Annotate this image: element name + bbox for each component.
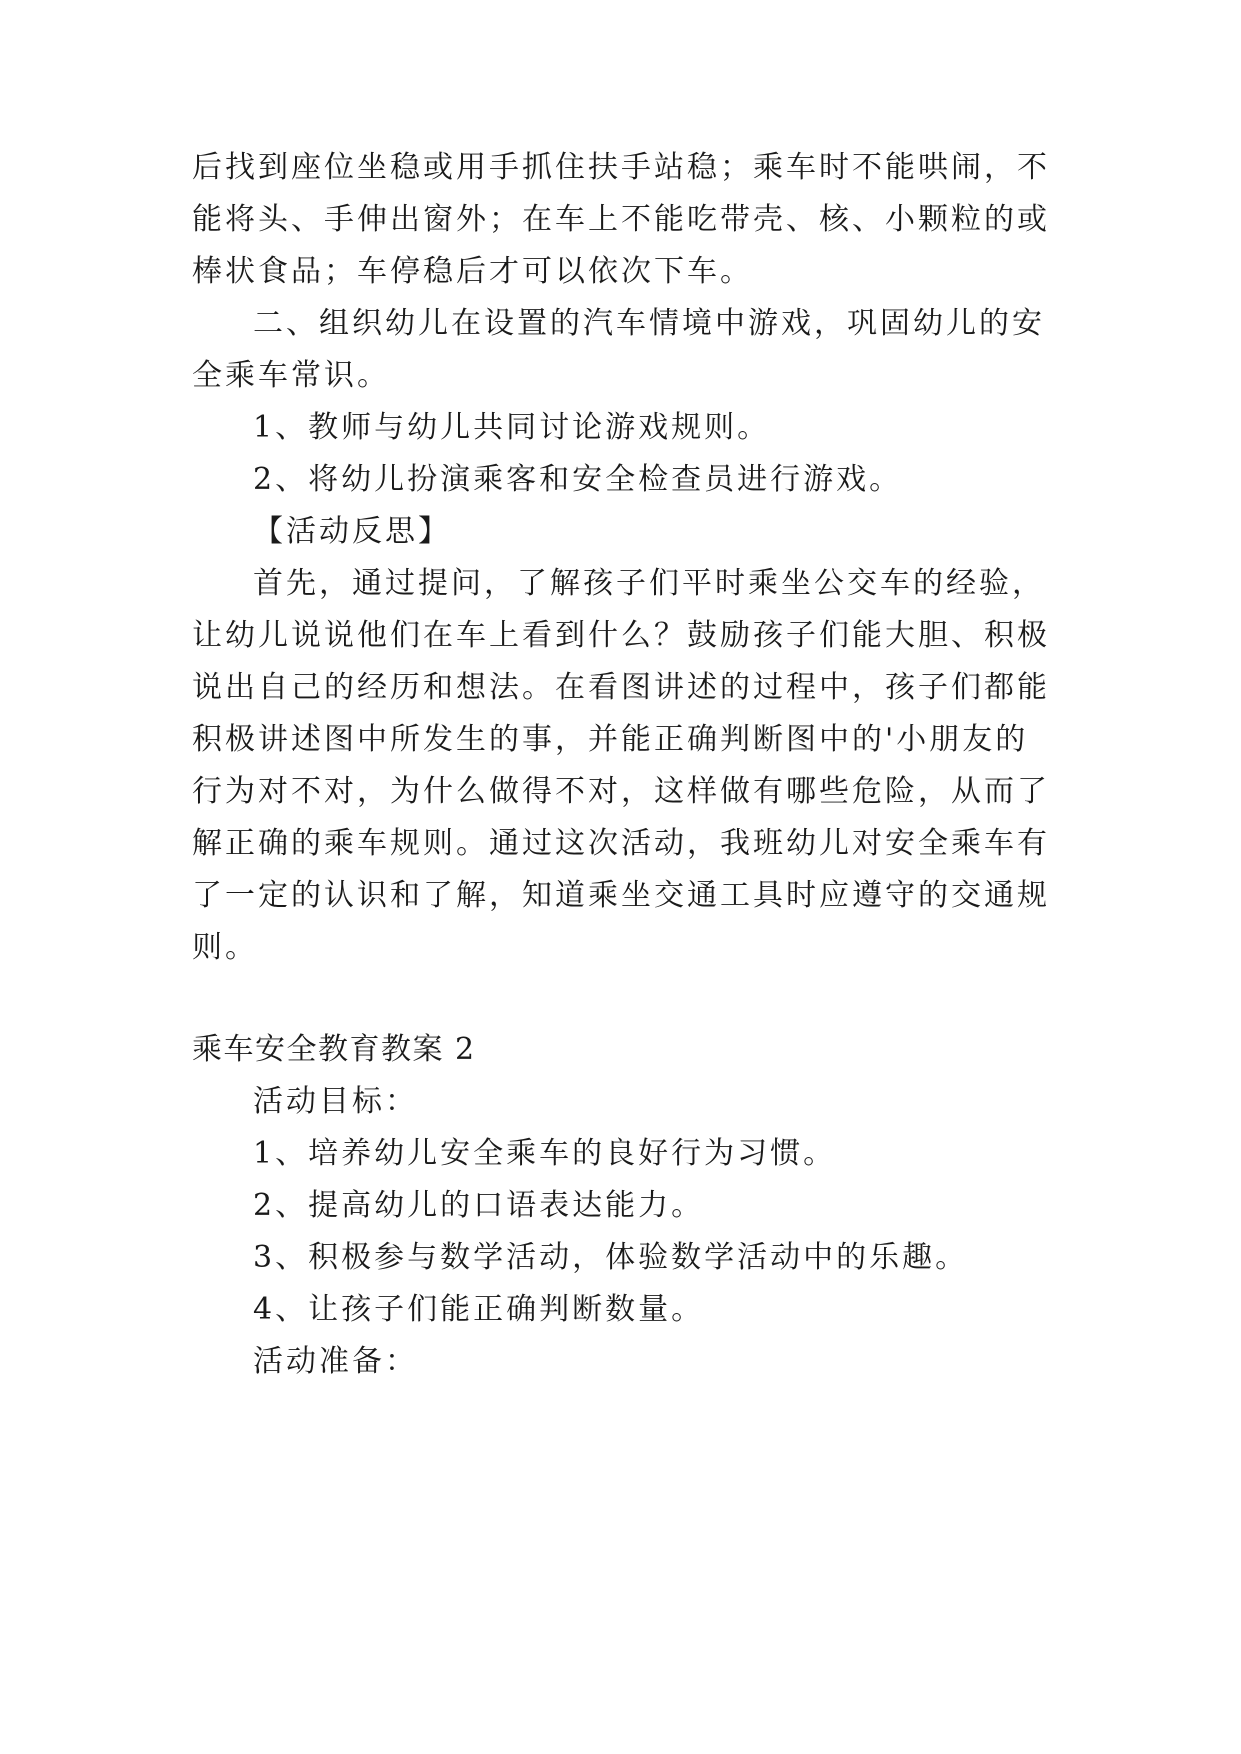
goal-item: 4、让孩子们能正确判断数量。 (253, 1292, 705, 1327)
paragraph-line: 积极讲述图中所发生的事，并能正确判断图中的'小朋友的 (192, 722, 1029, 757)
paragraph-line: 首先，通过提问，了解孩子们平时乘坐公交车的经验， (253, 566, 1045, 601)
paragraph-line: 了一定的认识和了解，知道乘坐交通工具时应遵守的交通规 (192, 878, 1050, 913)
reflection-heading: 【活动反思】 (253, 514, 451, 549)
list-item: 1、教师与幼儿共同讨论游戏规则。 (253, 410, 771, 445)
paragraph-line: 说出自己的经历和想法。在看图讲述的过程中，孩子们都能 (192, 670, 1050, 705)
paragraph-line: 二、组织幼儿在设置的汽车情境中游戏，巩固幼儿的安 (253, 306, 1045, 341)
paragraph-line: 棒状食品；车停稳后才可以依次下车。 (192, 254, 753, 289)
paragraph-line: 能将头、手伸出窗外；在车上不能吃带壳、核、小颗粒的或 (192, 202, 1050, 237)
list-item: 2、将幼儿扮演乘客和安全检查员进行游戏。 (253, 462, 903, 497)
paragraph-line: 后找到座位坐稳或用手抓住扶手站稳；乘车时不能哄闹，不 (192, 150, 1050, 185)
paragraph-line: 全乘车常识。 (192, 358, 390, 393)
goal-item: 2、提高幼儿的口语表达能力。 (253, 1188, 705, 1223)
goal-item: 3、积极参与数学活动，体验数学活动中的乐趣。 (253, 1240, 969, 1275)
paragraph-line: 则。 (192, 930, 258, 965)
goals-label: 活动目标： (253, 1084, 418, 1119)
prep-label: 活动准备： (253, 1344, 418, 1379)
paragraph-line: 行为对不对，为什么做得不对，这样做有哪些危险，从而了 (192, 774, 1050, 809)
paragraph-line: 让幼儿说说他们在车上看到什么？鼓励孩子们能大胆、积极 (192, 618, 1050, 653)
paragraph-line: 解正确的乘车规则。通过这次活动，我班幼儿对安全乘车有 (192, 826, 1050, 861)
section-title: 乘车安全教育教案 2 (192, 1032, 476, 1067)
goal-item: 1、培养幼儿安全乘车的良好行为习惯。 (253, 1136, 837, 1171)
